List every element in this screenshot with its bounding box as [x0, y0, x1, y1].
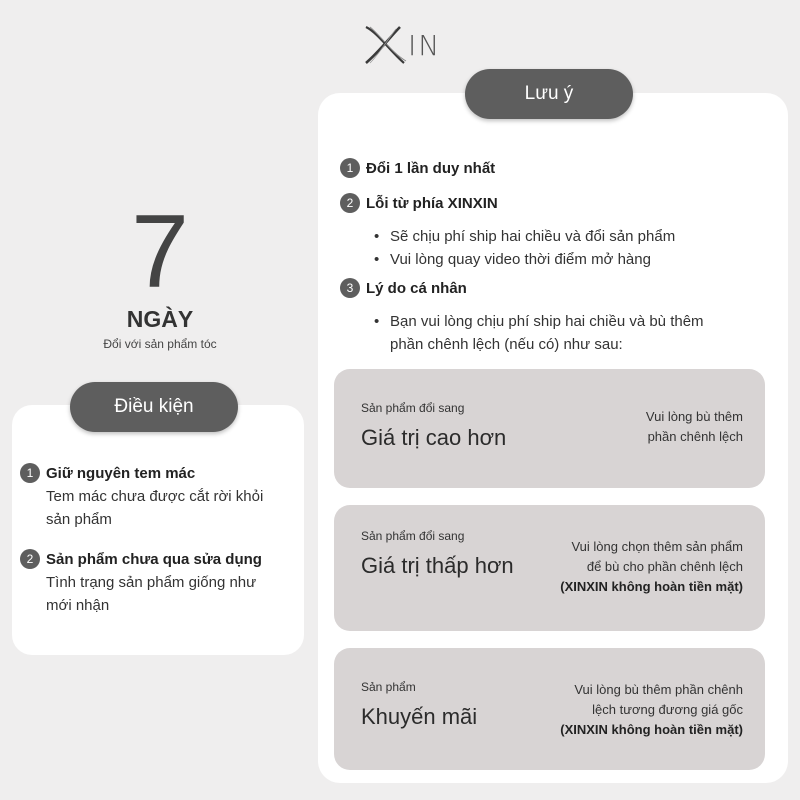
box-note-line: lệch tương đương giá gốc — [592, 702, 743, 717]
note-bullets — [374, 225, 675, 271]
box-note-bold-text: (XINXIN không hoàn tiền mặt) — [560, 579, 743, 594]
condition-desc — [46, 485, 300, 531]
box-small-label: Sản phẩm đổi sang — [361, 529, 465, 543]
logo-text: IN — [408, 28, 442, 62]
box-note-bold-text: (XINXIN không hoàn tiền mặt) — [560, 722, 743, 737]
box-note — [560, 680, 743, 740]
days-number: 7 — [131, 194, 189, 310]
note-title: Lý do cá nhân — [366, 279, 467, 297]
condition-item — [20, 549, 300, 617]
box-note — [560, 537, 743, 597]
box-note-line: Vui lòng chọn thêm sản phẩm — [571, 539, 743, 554]
box-title: Giá trị cao hơn — [361, 425, 507, 450]
bullet-continuation: phần chênh lệch (nếu có) như sau: — [390, 336, 623, 353]
note-item — [340, 193, 498, 213]
condition-desc-line: mới nhận — [46, 597, 110, 614]
exchange-box-higher — [334, 369, 765, 488]
number-badge: 2 — [340, 193, 360, 213]
number-badge: 1 — [340, 158, 360, 178]
days-subtitle: Đổi với sản phẩm tóc — [103, 337, 217, 351]
condition-desc-line: Tem mác chưa được cắt rời khỏi — [46, 488, 264, 505]
notes-label: Lưu ý — [465, 69, 633, 119]
condition-item — [20, 463, 300, 531]
condition-desc-line: Tình trạng sản phẩm giống như — [46, 574, 257, 591]
note-title: Đổi 1 lần duy nhất — [366, 159, 496, 177]
bullet-item: • Vui lòng quay video thời điểm mở hàng — [374, 248, 675, 271]
box-note-bold — [560, 720, 743, 740]
box-title: Giá trị thấp hơn — [361, 553, 514, 578]
xin-x-logo-icon — [360, 23, 410, 67]
note-bullets — [374, 310, 704, 356]
condition-desc-line: sản phẩm — [46, 511, 112, 528]
box-small-label: Sản phẩm — [361, 680, 416, 694]
conditions-label: Điều kiện — [70, 382, 238, 432]
condition-title: Sản phẩm chưa qua sửa dụng — [46, 550, 262, 568]
note-title: Lỗi từ phía XINXIN — [366, 194, 498, 212]
note-item — [340, 158, 495, 178]
box-note-line: Vui lòng bù thêm phần chênh — [574, 682, 743, 697]
box-note-line: Vui lòng bù thêm — [645, 409, 743, 424]
box-title: Khuyến mãi — [361, 704, 478, 729]
condition-desc — [46, 571, 300, 617]
note-item — [340, 278, 467, 298]
condition-title: Giữ nguyên tem mác — [46, 464, 196, 482]
box-note-line: để bù cho phần chênh lệch — [586, 559, 743, 574]
bullet-item: • Bạn vui lòng chịu phí ship hai chiều và bù thêm — [374, 310, 704, 333]
number-badge: 3 — [340, 278, 360, 298]
exchange-box-promo — [334, 648, 765, 770]
days-block — [60, 194, 260, 351]
bullet-item: • Sẽ chịu phí ship hai chiều và đổi sản phẩm — [374, 225, 675, 248]
days-word: NGÀY — [126, 306, 194, 332]
box-note-bold — [560, 577, 743, 597]
exchange-box-lower — [334, 505, 765, 631]
number-badge: 1 — [20, 463, 40, 483]
box-note-line: phần chênh lệch — [647, 429, 743, 444]
brand-logo — [360, 22, 450, 68]
box-note — [646, 407, 743, 447]
box-small-label: Sản phẩm đổi sang — [361, 401, 465, 415]
number-badge: 2 — [20, 549, 40, 569]
